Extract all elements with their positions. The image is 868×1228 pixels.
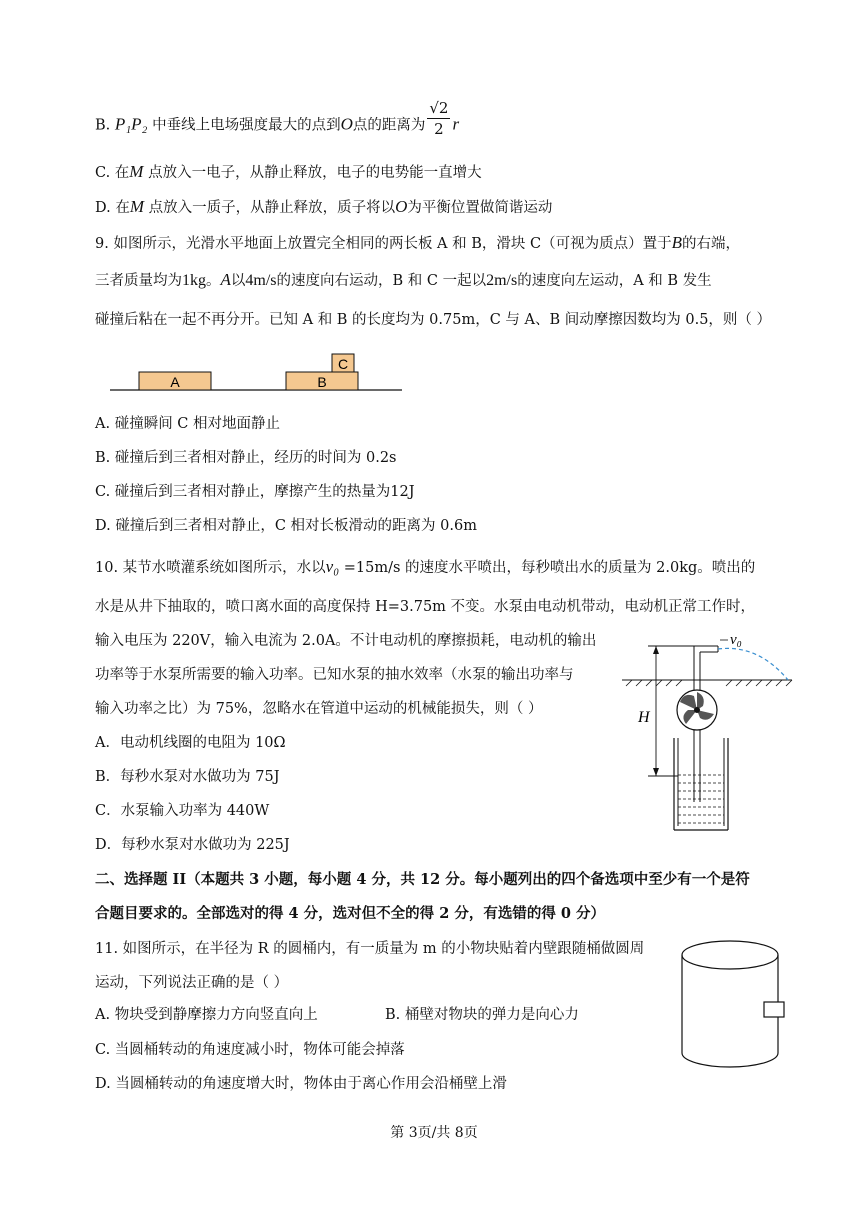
block-c-label: C <box>337 356 349 372</box>
q11-figure <box>680 935 810 1075</box>
text: 点放入一质子，从静止释放，质子将以 <box>144 200 396 216</box>
velocity-value: 2m/s <box>486 272 518 289</box>
q11-option-b: B. 桶壁对物块的弹力是向心力 <box>385 1007 579 1023</box>
p1p2-symbol: P₁P₂ <box>114 114 148 134</box>
text: 点的距离为 <box>352 117 426 134</box>
water-trajectory <box>718 648 788 680</box>
q10-line-4: 功率等于水泵所需要的输入功率。已知水泵的抽水效率（水泵的输出功率与 <box>95 667 574 683</box>
text: 点放入一电子，从静止释放，电子的电势能一直增大 <box>143 165 482 181</box>
board-b-label: B <box>317 374 327 390</box>
q9-line-2 <box>95 270 712 291</box>
q9-figure <box>100 350 400 400</box>
section-2-line-1: 二、选择题 II（本题共 3 小题，每小题 4 分，共 12 分。每小题列出的四个备选项中至少有一个是符 <box>95 871 750 888</box>
h-arrow-bottom <box>653 768 659 776</box>
q10-line-1 <box>95 557 755 578</box>
cylinder-top <box>682 941 778 969</box>
text: D. 在 <box>95 200 130 216</box>
q11-option-c: C. 当圆桶转动的角速度减小时，物体可能会掉落 <box>95 1042 405 1058</box>
b-symbol: B <box>671 233 682 252</box>
q10-option-d: D．每秒水泵对水做功为 225J <box>95 837 290 853</box>
q9-line-1 <box>95 233 740 254</box>
q10-figure <box>618 630 798 830</box>
q8-option-d <box>95 197 552 218</box>
q10-option-b: B．每秒水泵对水做功为 75J <box>95 769 280 785</box>
q9-option-b: B. 碰撞后到三者相对静止，经历的时间为 0.2s <box>95 450 397 466</box>
q10-line-5: 输入功率之比）为 75%，忽略水在管道中运动的机械能损失，则（ ） <box>95 701 543 717</box>
a-symbol: A <box>220 270 231 289</box>
text: 中垂线上电场强度最大的点到 <box>147 117 341 134</box>
pump-axle <box>694 707 700 713</box>
o-symbol: O <box>395 197 408 216</box>
q9-option-a: A. 碰撞瞬间 C 相对地面静止 <box>95 416 281 432</box>
q9-option-c: C. 碰撞后到三者相对静止，摩擦产生的热量为12J <box>95 484 415 500</box>
text: 的速度向左运动，A 和 B 发生 <box>517 273 712 289</box>
well-water <box>678 775 724 823</box>
cylinder-bottom <box>682 1053 778 1067</box>
q9-line-3: 碰撞后粘在一起不再分开。已知 A 和 B 的长度均为 0.75m，C 与 A、B 间动摩擦因数均为 0.5，则（ ） <box>95 312 772 328</box>
text: =15m/s 的速度水平喷出，每秒喷出水的质量为 2.0kg。喷出的 <box>339 560 756 576</box>
o-symbol: O <box>340 114 353 134</box>
v0-symbol: v₀ <box>325 557 340 576</box>
text: 三者质量均为 <box>95 273 182 289</box>
section-2-line-2: 合题目要求的。全部选对的得 4 分，选对但不全的得 2 分，有选错的得 0 分） <box>95 905 606 922</box>
q10-option-a: A．电动机线圈的电阻为 10Ω <box>95 735 286 751</box>
q10-line-2: 水是从井下抽取的，喷口离水面的高度保持 H=3.75m 不变。水泵由电动机带动，电动机正常工作时， <box>95 599 756 615</box>
q8-option-c <box>95 162 482 183</box>
text: 以 <box>230 273 246 289</box>
text: 为平衡位置做简谐运动 <box>407 200 553 216</box>
small-block <box>764 1002 784 1017</box>
q9-option-d: D. 碰撞后到三者相对静止，C 相对长板滑动的距离为 0.6m <box>95 518 477 534</box>
v0-label: v₀ <box>730 632 742 648</box>
q10-option-c: C．水泵输入功率为 440W <box>95 803 270 819</box>
h-arrow-top <box>653 646 659 654</box>
q11-option-d: D. 当圆桶转动的角速度增大时，物体由于离心作用会沿桶壁上滑 <box>95 1076 507 1092</box>
q11-option-a: A. 物块受到静摩擦力方向竖直向上 <box>95 1007 318 1023</box>
m-symbol: M <box>129 197 144 216</box>
text: 。 <box>206 273 221 289</box>
q10-line-3: 输入电压为 220V，输入电流为 2.0A。不计电动机的摩擦损耗，电动机的输出 <box>95 633 597 649</box>
velocity-value: 4m/s <box>245 272 277 289</box>
board-a-label: A <box>170 374 180 390</box>
fraction-denominator: 2 <box>434 120 444 138</box>
q8-option-b <box>95 99 460 139</box>
fraction <box>427 98 450 139</box>
text: 10. 某节水喷灌系统如图所示，水以 <box>95 560 326 576</box>
fraction-numerator: √2 <box>429 99 449 117</box>
text: 的速度向右运动，B 和 C 一起以 <box>276 273 487 289</box>
page-footer: 第 3页/共 8页 <box>390 1125 478 1141</box>
r-symbol: r <box>452 114 460 134</box>
text: 9. 如图所示，光滑水平地面上放置完全相同的两长板 A 和 B，滑块 C（可视为质点）置于 <box>95 236 672 252</box>
option-prefix: B. <box>95 117 115 134</box>
ground-hatching <box>626 680 792 686</box>
m-symbol: M <box>129 162 144 181</box>
text: 的右端， <box>682 236 740 252</box>
q11-line-2: 运动，下列说法正确的是（ ） <box>95 975 289 991</box>
text: C. 在 <box>95 165 130 181</box>
h-label: H <box>638 709 650 726</box>
mass-value: 1kg <box>182 272 206 289</box>
q11-line-1: 11. 如图所示，在半径为 R 的圆桶内，有一质量为 m 的小物块贴着内壁跟随桶做圆周 <box>95 941 645 957</box>
